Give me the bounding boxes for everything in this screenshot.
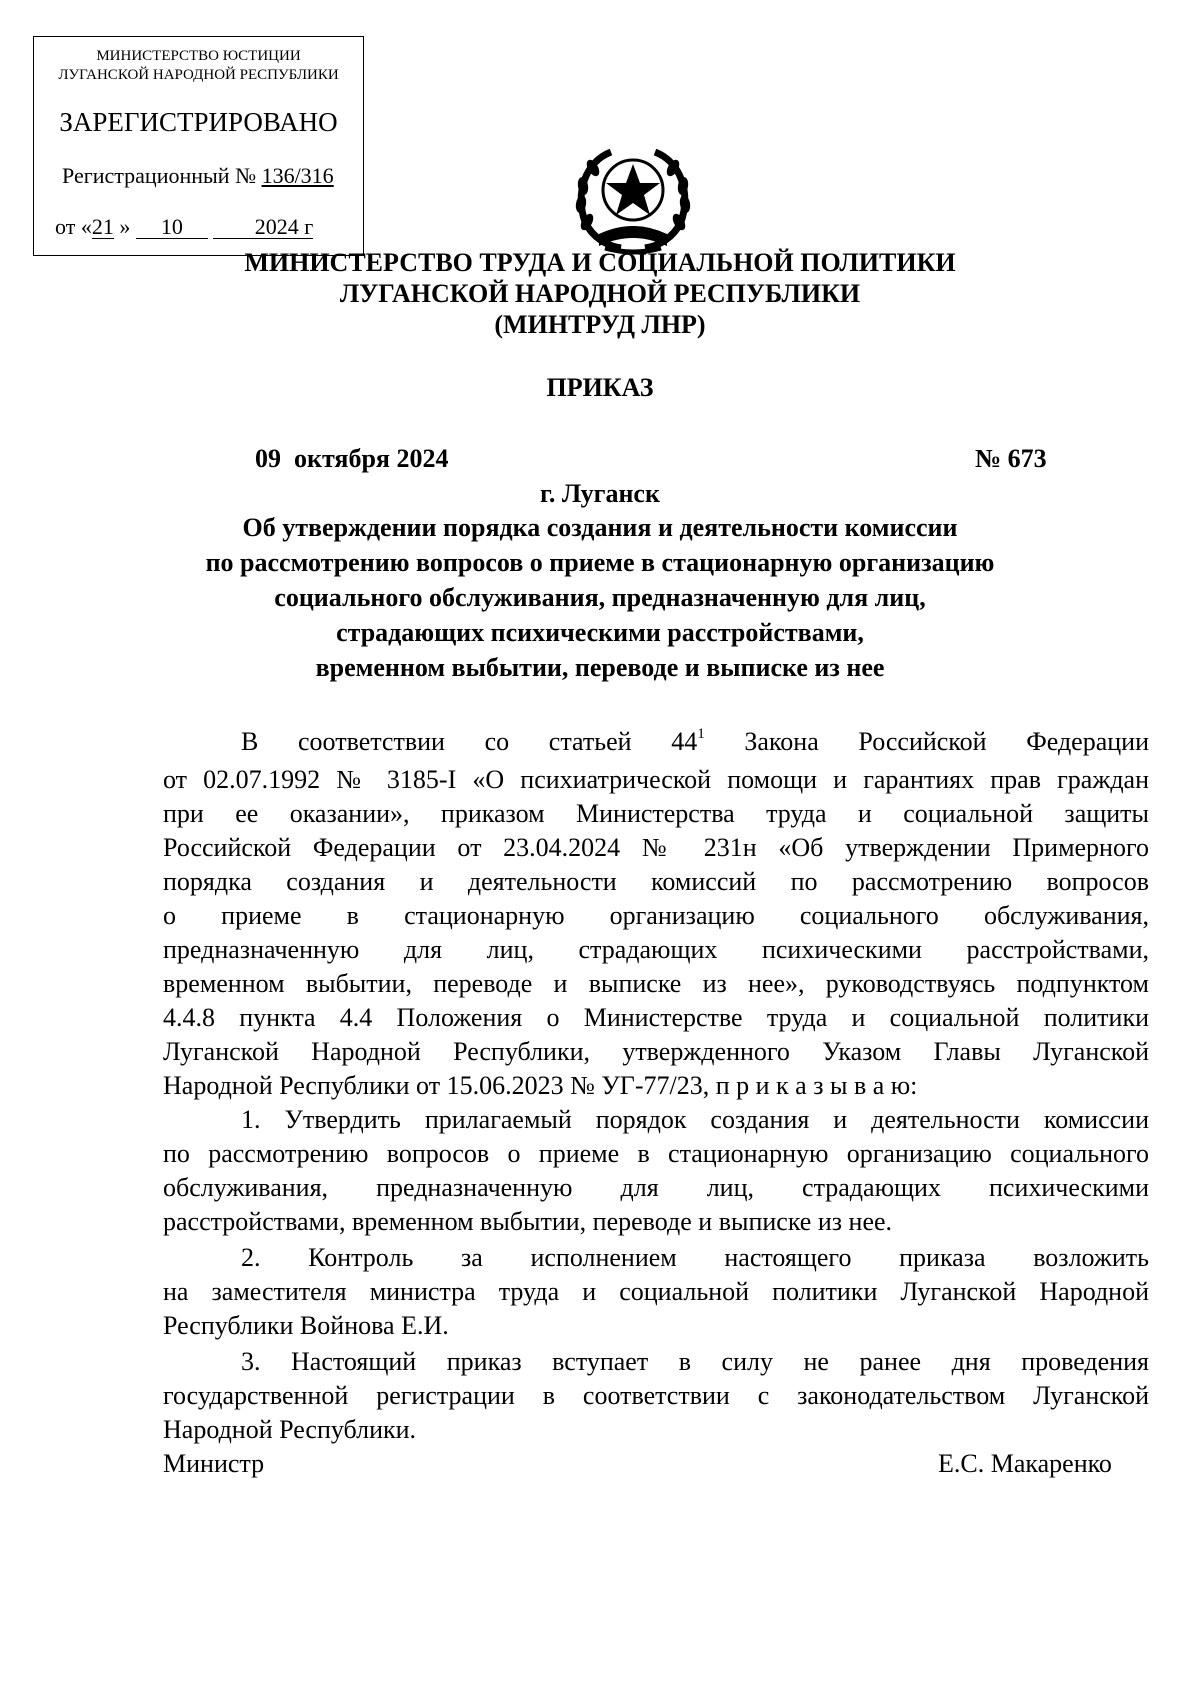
body-line-4: Российской Федерации от 23.04.2024 № 231н «Об утверждении Примерного [163,833,1149,862]
stamp-reg-number [62,163,334,189]
item-1-line-3: обслуживания, предназначенную для лиц, страдающих психическими [163,1173,1149,1202]
signature-position: Министр [163,1449,265,1478]
stamp-date-mid: » [119,214,131,239]
item-3-line-1: 3. Настоящий приказ вступает в силу не ранее дня проведения [241,1347,1149,1376]
title-line-2: по рассмотрению вопросов о приеме в стационарную организацию [205,548,995,577]
item-3-line-2: государственной регистрации в соответствии с законодательством Луганской [163,1381,1149,1410]
body-line-11: Народной Республики от 15.06.2023 № УГ-77/23, п р и к а з ы в а ю: [163,1071,918,1100]
stamp-organization [34,47,363,85]
item-3-line-3: Народной Республики. [163,1415,417,1444]
title-line-4: страдающих психическими расстройствами, [336,618,864,647]
stamp-date-year: 2024 г [213,216,313,239]
body-line-1-part-b: Закона Российской Федерации [704,727,1149,756]
body-line-1-part-a: В соответствии со статьей 44 [241,727,698,756]
city: г. Луганск [540,479,660,508]
document-type: ПРИКАЗ [546,373,654,402]
stamp-reg-label: Регистрационный № [62,163,257,188]
item-2-line-2: на заместителя министра труда и социальной политики Луганской Народной [163,1277,1149,1306]
item-1-line-4: расстройствами, временном выбытии, переводе и выписке из нее. [163,1207,893,1236]
stamp-org-line-2: ЛУГАНСКОЙ НАРОДНОЙ РЕСПУБЛИКИ [58,67,339,83]
stamp-date [55,214,313,240]
signature-name: Е.С. Макаренко [938,1449,1112,1478]
stamp-date-prefix: от « [55,214,92,239]
item-1-line-2: по рассмотрению вопросов о приеме в стационарную организацию социального [163,1139,1149,1168]
body-line-2: от 02.07.1992 № 3185-I «О психиатрической помощи и гарантиях прав граждан [163,765,1149,794]
body-line-8: временном выбытии, переводе и выписке из нее», руководствуясь подпунктом [163,969,1149,998]
order-number: № 673 [975,444,1047,473]
body-line-9: 4.4.8 пункта 4.4 Положения о Министерстве труда и социальной политики [163,1003,1149,1032]
stamp-reg-value: 136/316 [261,163,334,188]
coat-of-arms-emblem [571,138,695,258]
order-date: 09 октября 2024 [255,444,449,473]
footnote-superscript: 1 [697,726,705,742]
stamp-date-day: 21 [91,214,114,239]
item-2-line-1: 2. Контроль за исполнением настоящего приказа возложить [241,1243,1149,1272]
registration-stamp [33,36,364,256]
title-line-3: социального обслуживания, предназначенную для лиц, [274,583,926,612]
item-1-line-1: 1. Утвердить прилагаемый порядок создания и деятельности комиссии [241,1105,1149,1134]
body-line-1 [163,727,1149,757]
body-line-10: Луганской Народной Республики, утвержденного Указом Главы Луганской [163,1037,1149,1066]
body-line-3: при ее оказании», приказом Министерства труда и социальной защиты [163,799,1149,828]
stamp-date-month: 10 [136,216,208,239]
body-line-7: предназначенную для лиц, страдающих психическими расстройствами, [163,935,1149,964]
body-line-5: порядка создания и деятельности комиссий по рассмотрению вопросов [163,867,1149,896]
ministry-name-line-2: ЛУГАНСКОЙ НАРОДНОЙ РЕСПУБЛИКИ [339,279,861,308]
title-line-5: временном выбытии, переводе и выписке из нее [315,653,885,682]
stamp-org-line-1: МИНИСТЕРСТВО ЮСТИЦИИ [96,48,301,64]
item-2-line-3: Республики Войнова Е.И. [163,1311,449,1340]
body-line-6: о приеме в стационарную организацию социального обслуживания, [163,901,1149,930]
ministry-name-line-1: МИНИСТЕРСТВО ТРУДА И СОЦИАЛЬНОЙ ПОЛИТИКИ [244,248,956,277]
title-line-1: Об утверждении порядка создания и деятельности комиссии [242,513,958,542]
ministry-abbreviation: (МИНТРУД ЛНР) [494,310,706,339]
stamp-status: ЗАРЕГИСТРИРОВАНО [59,107,338,137]
